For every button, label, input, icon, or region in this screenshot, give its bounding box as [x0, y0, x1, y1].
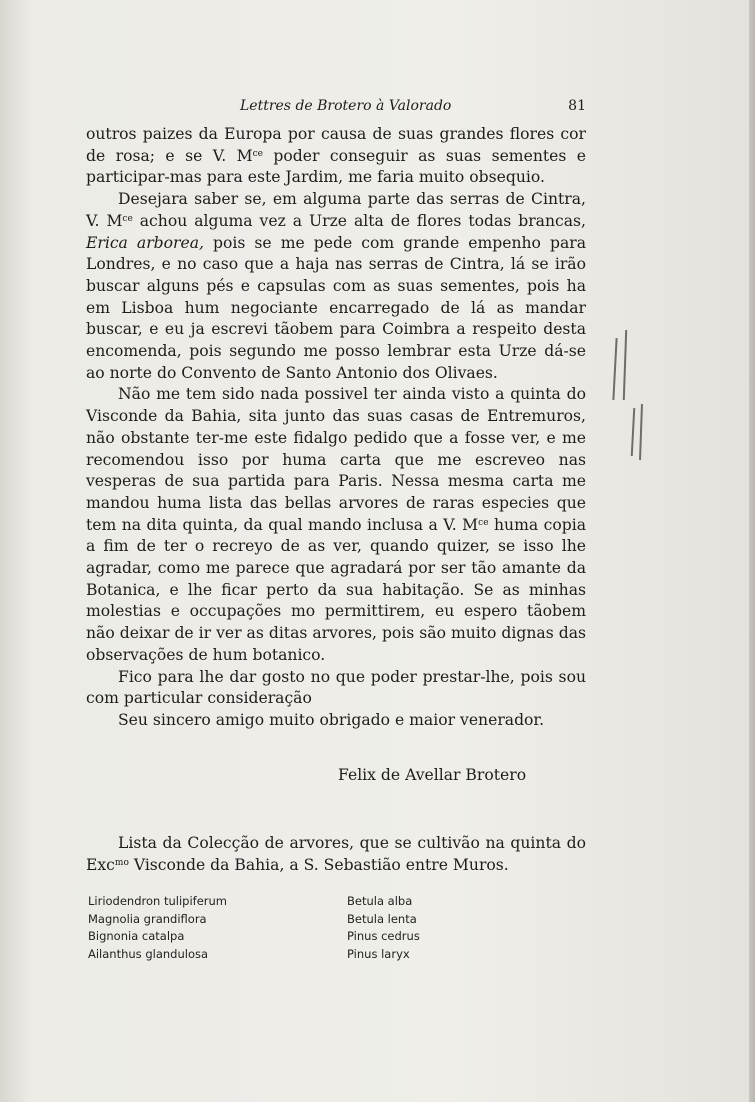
paragraph-1 [86, 124, 586, 189]
species-item: Liriodendron tulipiferum [88, 894, 228, 908]
paragraph-3 [86, 384, 586, 666]
paragraph-2 [86, 189, 586, 384]
superscript: ce [252, 148, 263, 159]
species-item: Betula lenta [347, 911, 417, 926]
species-italic: Erica arborea, [86, 233, 204, 252]
species-item: Magnolia grandiflora [88, 911, 207, 926]
pencil-mark [631, 408, 636, 456]
species-list-left [88, 893, 227, 963]
paragraph-2-text-b: achou alguma vez a Urze alta de flores todas brancas, [132, 211, 587, 230]
species-item: Bignonia catalpa [88, 929, 185, 943]
page-header [86, 98, 586, 120]
species-item: Pinus laryx [347, 946, 410, 961]
paragraph-1-text: outros paizes da Europa por causa de suas grandes flores cor de rosa; e se V. M [86, 125, 586, 165]
signature: Felix de Avellar Brotero [338, 766, 527, 784]
pencil-mark [612, 338, 617, 400]
pencil-mark [623, 330, 627, 400]
paragraph-1-end: poder conseguir as suas sementes e participar-mas para este Jardim, me faria muito obsequio. [86, 146, 587, 187]
list-heading-text-a: Lista da Colecção de arvores, que se cultivão na quinta do Exc [86, 834, 586, 874]
superscript: ce [478, 517, 489, 528]
running-title: Lettres de Brotero à Valorado [240, 98, 452, 114]
species-list-right [347, 893, 420, 963]
list-heading-text-b: Visconde da Bahia, a S. Sebastião entre Muros. [128, 856, 509, 874]
paragraph-2-text-a: Desejara saber se, em alguma parte das serras de Cintra, V. M [86, 190, 586, 230]
species-item: Betula alba [347, 894, 413, 908]
list-heading [86, 832, 586, 876]
paragraph-2-text-c: pois se me pede com grande empenho para Londres, e no caso que a haja nas serras de Cintra, lá se irão buscar alguns pés e capsulas com as suas sementes, pois ha em Lisboa hum negociante encarregado de lá as mandar buscar, e eu ja escrevi tãobem para Coimbra a respeito desta encomenda, pois segundo me posso lembrar esta Urze dá-se ao norte do Convento de Santo Antonio dos Olivaes. [86, 233, 586, 382]
page-number: 81 [568, 98, 586, 114]
letter-body [86, 124, 586, 732]
species-item: Ailanthus glandulosa [88, 946, 209, 961]
superscript: mo [114, 858, 129, 868]
species-item: Pinus cedrus [347, 929, 420, 943]
paragraph-4: Fico para lhe dar gosto no que poder prestar-lhe, pois sou com particular consideração [86, 667, 586, 708]
page-edge [749, 0, 755, 1102]
superscript: ce [122, 213, 133, 224]
pencil-mark [639, 404, 643, 460]
paragraph-3-text-b: huma copia a fim de ter o recreyo de as ver, quando quizer, se isso lhe agradar, como me parece que agradará por ser tão amante da Botanica, e lhe ficar perto da sua habitação. Se as minhas molestias e occupações mo permittirem, eu espero tãobem não deixar de ir ver as ditas arvores, pois são muito dignas das observações de hum botanico. [86, 515, 586, 664]
paragraph-3-text-a: Não me tem sido nada possivel ter ainda visto a quinta do Visconde da Bahia, sita junto das suas casas de Entremuros, não obstante ter-me este fidalgo pedido que a fosse ver, e me recomendou isso por huma carta que me escreveo nas vesperas de sua partida para Paris. Nessa mesma carta me mandou huma lista das bellas arvores de raras especies que tem na dita quinta, da qual mando inclusa a V. M [86, 385, 586, 534]
paragraph-5: Seu sincero amigo muito obrigado e maior venerador. [118, 710, 545, 729]
